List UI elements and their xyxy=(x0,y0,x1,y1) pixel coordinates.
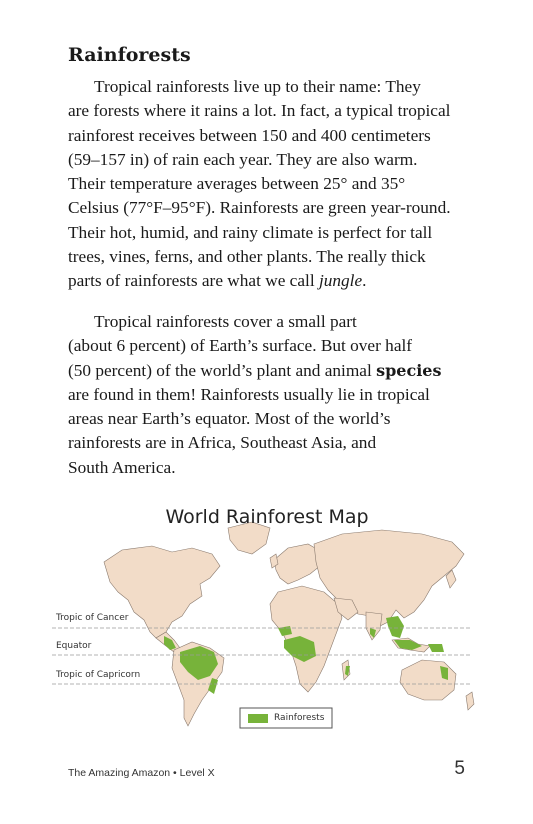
text-line: rainforests are in Africa, Southeast Asia, and xyxy=(68,433,377,453)
rainforest-southeast-asia xyxy=(386,616,404,638)
tropic-of-capricorn-label: Tropic of Capricorn xyxy=(56,670,141,680)
legend-swatch xyxy=(248,714,268,723)
rainforest-map xyxy=(52,500,482,745)
text-line xyxy=(68,269,488,293)
italic-term: jungle xyxy=(318,271,363,291)
footer-book-title: The Amazing Amazon • Level X xyxy=(68,767,215,779)
text-line: are found in them! Rainforests usually lie in tropical xyxy=(68,384,430,404)
bold-term: species xyxy=(376,360,442,380)
text-line: rainforest receives between 150 and 400 centimeters xyxy=(68,125,431,145)
australia xyxy=(400,660,456,700)
text-line: South America. xyxy=(68,457,176,477)
north-america xyxy=(104,546,220,638)
text-line: (about 6 percent) of Earth’s surface. But over half xyxy=(68,336,413,356)
text-fragment: . xyxy=(362,271,367,291)
text-line: areas near Earth’s equator. Most of the world’s xyxy=(68,409,391,429)
equator-label: Equator xyxy=(56,641,92,651)
paragraph-1 xyxy=(68,75,488,294)
tropic-of-cancer-label: Tropic of Cancer xyxy=(56,613,129,623)
text-line xyxy=(68,359,488,383)
text-line: Celsius (77°F–95°F). Rainforests are green year-round. xyxy=(68,198,451,218)
text-fragment: (50 percent) of the world’s plant and animal xyxy=(68,360,377,380)
text-line: Tropical rainforests cover a small part xyxy=(94,312,357,331)
text-line: are forests where it rains a lot. In fact, a typical tropical xyxy=(68,101,451,121)
map-title: World Rainforest Map xyxy=(165,506,369,528)
rainforest-new-guinea xyxy=(428,644,444,652)
text-line: trees, vines, ferns, and other plants. The really thick xyxy=(68,247,426,267)
new-zealand xyxy=(466,692,474,710)
text-line: Their hot, humid, and rainy climate is perfect for tall xyxy=(68,222,433,242)
legend-label: Rainforests xyxy=(274,713,325,723)
page-number: 5 xyxy=(454,758,465,779)
section-heading: Rainforests xyxy=(68,44,191,66)
text-line: Their temperature averages between 25° and 35° xyxy=(68,174,406,194)
paragraph-2 xyxy=(68,310,488,480)
text-line: Tropical rainforests live up to their name: They xyxy=(94,77,421,96)
text-line: (59–157 in) of rain each year. They are also warm. xyxy=(68,149,418,169)
text-fragment: parts of rainforests are what we call xyxy=(68,271,319,291)
land-masses xyxy=(104,522,474,726)
